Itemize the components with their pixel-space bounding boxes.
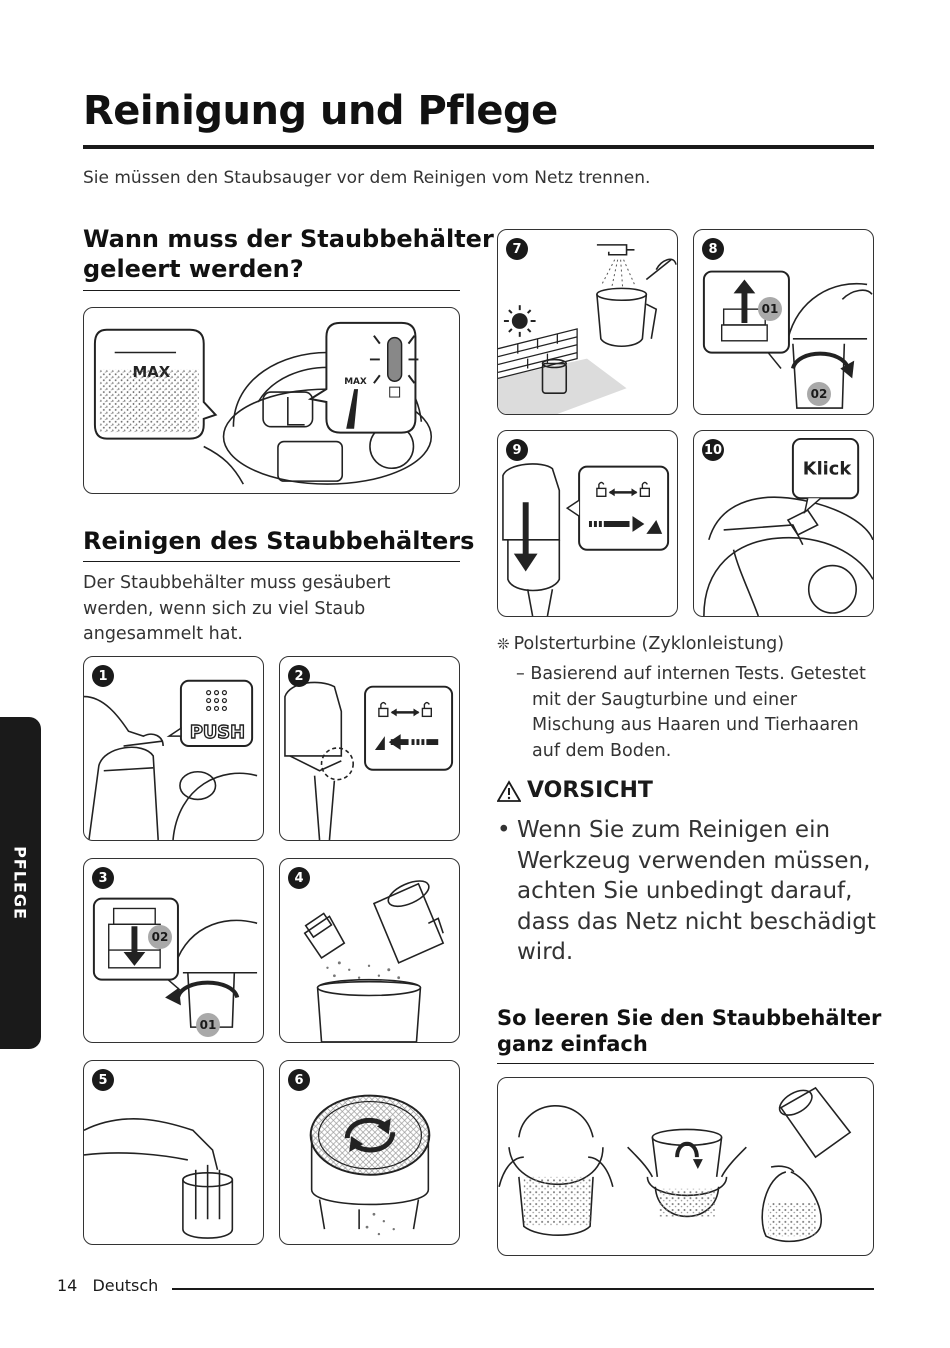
caution-heading xyxy=(497,778,653,803)
warning-triangle-icon xyxy=(497,780,521,802)
text-line: mit der Saugturbine und einer xyxy=(532,689,798,710)
heading-line: ganz einfach xyxy=(497,1032,648,1056)
text-line: wird. xyxy=(517,939,574,965)
note-details xyxy=(516,662,876,764)
bag-emptying-drawing xyxy=(498,1078,873,1255)
text-line: Der Staubbehälter muss gesäubert xyxy=(83,573,391,593)
step-6-illustration xyxy=(280,1061,459,1244)
step-1-illustration xyxy=(84,657,263,840)
section-heading-easy-empty xyxy=(497,1005,881,1057)
heading-line: Wann muss der Staubbehälter xyxy=(83,225,494,253)
step-number: 5 xyxy=(92,1069,114,1091)
step-number: 10 xyxy=(702,439,724,461)
footer-divider xyxy=(172,1288,874,1290)
badge-02: 02 xyxy=(148,925,172,949)
text-line: auf dem Boden. xyxy=(532,740,672,761)
footer-language: Deutsch xyxy=(92,1276,159,1295)
step-number: 6 xyxy=(288,1069,310,1091)
text-line: dass das Netz nicht beschädigt xyxy=(517,908,876,935)
step-9-illustration xyxy=(498,431,677,616)
cleaning-description xyxy=(83,571,391,648)
step-number: 8 xyxy=(702,238,724,260)
note-asterisk-icon: ❊ xyxy=(497,635,510,653)
section-heading-when-empty xyxy=(83,224,494,284)
step-panel-8 xyxy=(693,229,874,415)
step-panel-5 xyxy=(83,1060,264,1245)
step-number: 1 xyxy=(92,665,114,687)
text-line: – Basierend auf internen Tests. Getestet xyxy=(516,664,866,684)
section-divider xyxy=(83,561,460,562)
side-tab-label: PFLEGE xyxy=(10,846,30,920)
step-number: 4 xyxy=(288,867,310,889)
max-level-illustration xyxy=(83,307,460,494)
step-panel-10 xyxy=(693,430,874,617)
intro-text: Sie müssen den Staubsauger vor dem Reinigen vom Netz trennen. xyxy=(83,168,651,188)
text-line: Wenn Sie zum Reinigen ein xyxy=(517,817,831,843)
title-divider xyxy=(83,145,874,149)
heading-line: So leeren Sie den Staubbehälter xyxy=(497,1006,882,1030)
step-panel-7 xyxy=(497,229,678,415)
page-footer xyxy=(57,1276,158,1295)
badge-01: 01 xyxy=(758,297,782,321)
badge-02: 02 xyxy=(807,382,831,406)
step-panel-1 xyxy=(83,656,264,841)
step-10-illustration xyxy=(694,431,873,616)
step-2-illustration xyxy=(280,657,459,840)
step-number: 7 xyxy=(506,238,528,260)
text-line: Werkzeug verwenden müssen, xyxy=(517,847,871,874)
easy-empty-illustration xyxy=(497,1077,874,1256)
step-5-illustration xyxy=(84,1061,263,1244)
max-label-small: MAX xyxy=(344,377,367,388)
page-title: Reinigung und Pflege xyxy=(83,88,558,134)
caution-text xyxy=(497,815,877,968)
note-title: Polsterturbine (Zyklonleistung) xyxy=(513,634,785,654)
step-7-illustration xyxy=(498,230,677,414)
step-8-illustration xyxy=(694,230,873,414)
step-panel-6 xyxy=(279,1060,460,1245)
push-label: PUSH xyxy=(189,722,246,744)
klick-label: Klick xyxy=(802,458,852,480)
step-panel-9 xyxy=(497,430,678,617)
vacuum-max-line-drawing xyxy=(84,308,459,493)
step-4-illustration xyxy=(280,859,459,1042)
note-polsterturbine xyxy=(497,634,784,654)
section-heading-cleaning: Reinigen des Staubbehälters xyxy=(83,527,475,555)
text-line: angesammelt hat. xyxy=(83,624,243,644)
text-line: Mischung aus Haaren und Tierhaaren xyxy=(532,715,859,735)
section-divider xyxy=(497,1063,874,1064)
badge-01: 01 xyxy=(196,1013,220,1037)
text-line: achten Sie unbedingt darauf, xyxy=(517,878,853,904)
step-number: 3 xyxy=(92,867,114,889)
text-line: werden, wenn sich zu viel Staub xyxy=(83,598,366,619)
page-number: 14 xyxy=(57,1276,78,1295)
step-number: 9 xyxy=(506,439,528,461)
bullet-icon: • xyxy=(497,817,511,843)
heading-line: geleert werden? xyxy=(83,255,304,283)
step-number: 2 xyxy=(288,665,310,687)
step-3-illustration xyxy=(84,859,263,1042)
step-panel-4 xyxy=(279,858,460,1043)
step-panel-3 xyxy=(83,858,264,1043)
step-panel-2 xyxy=(279,656,460,841)
caution-title: VORSICHT xyxy=(527,778,653,803)
section-divider xyxy=(83,290,460,291)
